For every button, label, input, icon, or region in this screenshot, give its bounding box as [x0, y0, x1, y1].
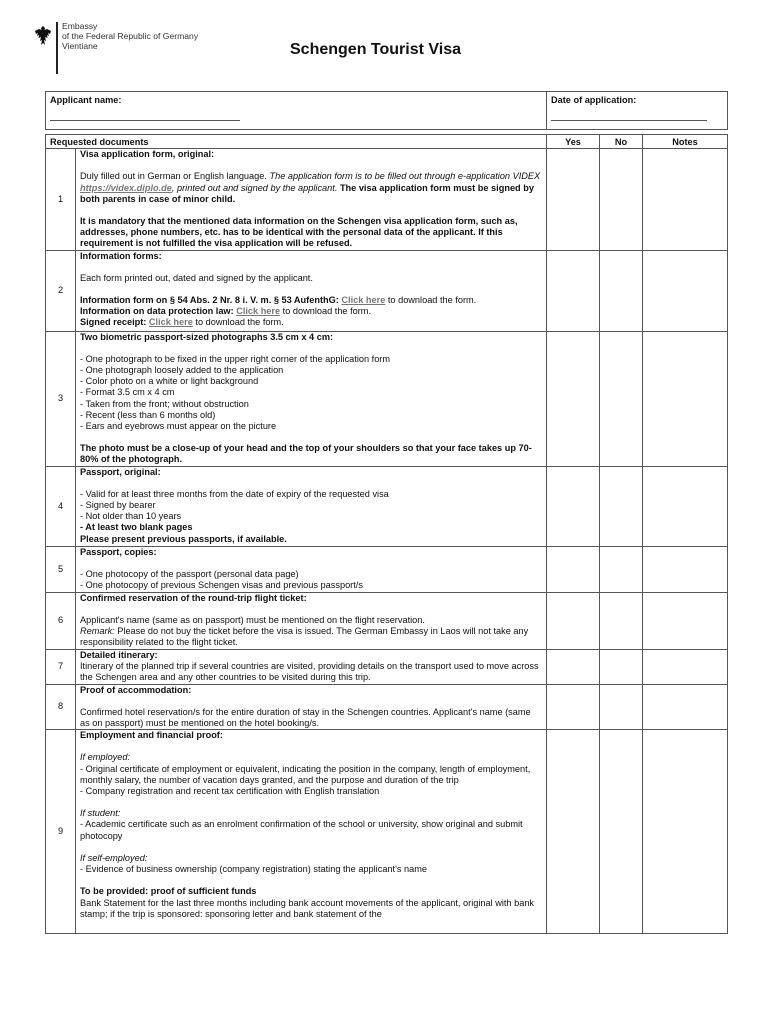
requirement-cell: [76, 546, 547, 592]
applicant-table: [45, 91, 728, 130]
table-row: [46, 546, 728, 592]
yes-checkbox-cell[interactable]: [547, 684, 600, 730]
no-checkbox-cell[interactable]: [600, 250, 643, 331]
list-item: - Recent (less than 6 months old): [80, 409, 216, 420]
requirement-note: It is mandatory that the mentioned data information on the Schengen visa application form, such as, addresses, phone numbers, etc. has to be identical with the personal data of the applicant. If this requirement is not fulfilled the visa application will be refused.: [80, 216, 518, 249]
no-checkbox-cell[interactable]: [600, 331, 643, 466]
subsection-label: If employed:: [80, 752, 131, 763]
list-item: - Valid for at least three months from the date of expiry of the requested visa: [80, 488, 389, 499]
notes-cell[interactable]: [643, 149, 728, 250]
requirement-title: Employment and financial proof:: [80, 730, 223, 741]
table-row: [46, 684, 728, 730]
list-item: - Color photo on a white or light background: [80, 376, 259, 387]
documents-header: Requested documents: [46, 135, 547, 149]
notes-cell[interactable]: [643, 592, 728, 649]
yes-checkbox-cell[interactable]: [547, 730, 600, 934]
no-checkbox-cell[interactable]: [600, 730, 643, 934]
requirement-cell: Confirmed reservation of the round-trip flight ticket: Applicant's name (same as on passport) must be mentioned on the flight reservation. Remark: Please do not buy the ticket before the visa is issued. The German Embassy in Laos will not take any responsibility related to the flight ticket.: [76, 592, 547, 649]
requirement-cell: [76, 331, 547, 466]
no-checkbox-cell[interactable]: [600, 546, 643, 592]
requirement-title: Confirmed reservation of the round-trip flight ticket:: [80, 592, 307, 603]
documents-table: [45, 134, 728, 934]
yes-checkbox-cell[interactable]: [547, 149, 600, 250]
subsection-label: To be provided: proof of sufficient funds: [80, 886, 257, 897]
list-item: - Format 3.5 cm x 4 cm: [80, 387, 175, 398]
list-item: - At least two blank pages: [80, 522, 193, 533]
embassy-name: [62, 22, 198, 51]
requirement-text: Confirmed hotel reservation/s for the entire duration of stay in the Schengen countries. Applicant's name (same as on passport) must be mentioned on the hotel booking/s.: [80, 706, 531, 729]
yes-checkbox-cell[interactable]: [547, 250, 600, 331]
download-link-receipt[interactable]: Click here: [148, 317, 193, 328]
table-row: [46, 250, 728, 331]
table-row: [46, 730, 728, 934]
org-line-3: Vientiane: [62, 40, 98, 51]
list-item: - Academic certificate such as an enrolment confirmation of the school or university, show original and submit photocopy: [80, 819, 523, 841]
requirement-cell: [76, 466, 547, 546]
row-number: 9: [46, 730, 76, 934]
requirement-note: Please present previous passports, if available.: [80, 533, 287, 544]
table-row: [46, 592, 728, 649]
requirement-cell: [76, 730, 547, 934]
applicant-name-input-line[interactable]: [50, 119, 240, 121]
row-number: 3: [46, 331, 76, 466]
download-link-aufenthg[interactable]: Click here: [341, 295, 386, 306]
list-item: - Signed by bearer: [80, 500, 156, 511]
requirement-text: Each form printed out, dated and signed by the applicant.: [80, 272, 313, 283]
requirement-title: Detailed itinerary:: [80, 649, 158, 660]
subsection-label: If student:: [80, 808, 121, 819]
application-date-cell: [547, 92, 728, 130]
requirement-title: Passport, copies:: [80, 546, 157, 557]
row-number: 2: [46, 250, 76, 331]
list-item: - Not older than 10 years: [80, 511, 182, 522]
row-number: 7: [46, 649, 76, 684]
yes-checkbox-cell[interactable]: [547, 546, 600, 592]
requirement-text: Bank Statement for the last three months including bank account movements of the applicant, original with bank stamp; if the trip is sponsored: sponsoring letter and bank statement of the: [80, 897, 535, 919]
no-checkbox-cell[interactable]: [600, 149, 643, 250]
list-item: - Company registration and recent tax certification with English translation: [80, 786, 380, 797]
list-item: - Evidence of business ownership (company registration) stating the applicant's name: [80, 864, 427, 875]
list-item: - One photograph loosely added to the application: [80, 365, 284, 376]
yes-checkbox-cell[interactable]: [547, 592, 600, 649]
notes-header: Notes: [643, 135, 728, 149]
documents-header-row: [46, 135, 728, 149]
list-item: - Original certificate of employment or equivalent, indicating the position in the company, length of employment, monthly salary, the number of vacation days granted, and the purpose and duration of the trip: [80, 763, 531, 785]
list-item: - Taken from the front; without obstruction: [80, 398, 249, 409]
notes-cell[interactable]: [643, 466, 728, 546]
requirement-text: Duly filled out in German or English language. The application form is to be filled out through e-application VIDEX https://videx.diplo.de, printed out and signed by the applicant. The visa application form must be signed by both parents in case of minor child.: [80, 171, 541, 204]
yes-header: Yes: [547, 135, 600, 149]
logo-divider: [56, 22, 58, 74]
list-item: - One photocopy of the passport (personal data page): [80, 568, 299, 579]
application-date-label: Date of application:: [551, 95, 637, 105]
notes-cell[interactable]: [643, 546, 728, 592]
yes-checkbox-cell[interactable]: [547, 649, 600, 684]
notes-cell[interactable]: [643, 331, 728, 466]
no-checkbox-cell[interactable]: [600, 649, 643, 684]
requirement-title: Passport, original:: [80, 466, 161, 477]
requirement-text: Applicant's name (same as on passport) must be mentioned on the flight reservation.: [80, 614, 425, 625]
requirement-cell: Information forms: Each form printed out, dated and signed by the applicant. Information form on § 54 Abs. 2 Nr. 8 i. V. m. § 53 AufenthG: Click here to download the form. Information on data protection law: Click here to download the form. Signed receipt: Click here to download the form.: [76, 250, 547, 331]
federal-eagle-icon: [34, 25, 52, 47]
org-line-2: of the Federal Republic of Germany: [62, 30, 199, 41]
videx-link[interactable]: https://videx.diplo.de: [80, 182, 172, 193]
org-line-1: Embassy: [62, 21, 98, 31]
row-number: 4: [46, 466, 76, 546]
table-row: [46, 149, 728, 250]
applicant-name-cell: [46, 92, 547, 130]
table-row: [46, 331, 728, 466]
row-number: 6: [46, 592, 76, 649]
notes-cell[interactable]: [643, 730, 728, 934]
requirement-note: The photo must be a close-up of your head and the top of your shoulders so that your face takes up 70-80% of the photograph.: [80, 443, 532, 465]
visa-checklist-form: [45, 91, 727, 934]
applicant-name-label: Applicant name:: [50, 95, 122, 105]
yes-checkbox-cell[interactable]: [547, 331, 600, 466]
subsection-label: If self-employed:: [80, 852, 148, 863]
page-title: Schengen Tourist Visa: [290, 41, 462, 58]
requirement-cell: [76, 149, 547, 250]
requirement-cell: [76, 649, 547, 684]
row-number: 1: [46, 149, 76, 250]
notes-cell[interactable]: [643, 649, 728, 684]
requirement-title: Two biometric passport-sized photographs 3.5 cm x 4 cm:: [80, 331, 334, 342]
notes-cell[interactable]: [643, 684, 728, 730]
application-date-input-line[interactable]: [551, 119, 707, 121]
list-item: - Ears and eyebrows must appear on the picture: [80, 421, 277, 432]
yes-checkbox-cell[interactable]: [547, 466, 600, 546]
download-link-data-protection[interactable]: Click here: [236, 306, 281, 317]
list-item: - One photocopy of previous Schengen visas and previous passport/s: [80, 580, 363, 591]
list-item: - One photograph to be fixed in the upper right corner of the application form: [80, 353, 391, 364]
notes-cell[interactable]: [643, 250, 728, 331]
requirement-title: Proof of accommodation:: [80, 684, 192, 695]
row-number: 5: [46, 546, 76, 592]
requirement-title: Information forms:: [80, 250, 162, 261]
table-row: [46, 466, 728, 546]
no-checkbox-cell[interactable]: [600, 466, 643, 546]
table-row: [46, 649, 728, 684]
requirement-cell: [76, 684, 547, 730]
requirement-title: Visa application form, original:: [80, 149, 215, 160]
no-checkbox-cell[interactable]: [600, 592, 643, 649]
row-number: 8: [46, 684, 76, 730]
no-checkbox-cell[interactable]: [600, 684, 643, 730]
no-header: No: [600, 135, 643, 149]
requirement-text: Itinerary of the planned trip if several countries are visited, providing details on the transport used to move across the Schengen area and any other countries to be visited during this trip.: [80, 660, 539, 683]
